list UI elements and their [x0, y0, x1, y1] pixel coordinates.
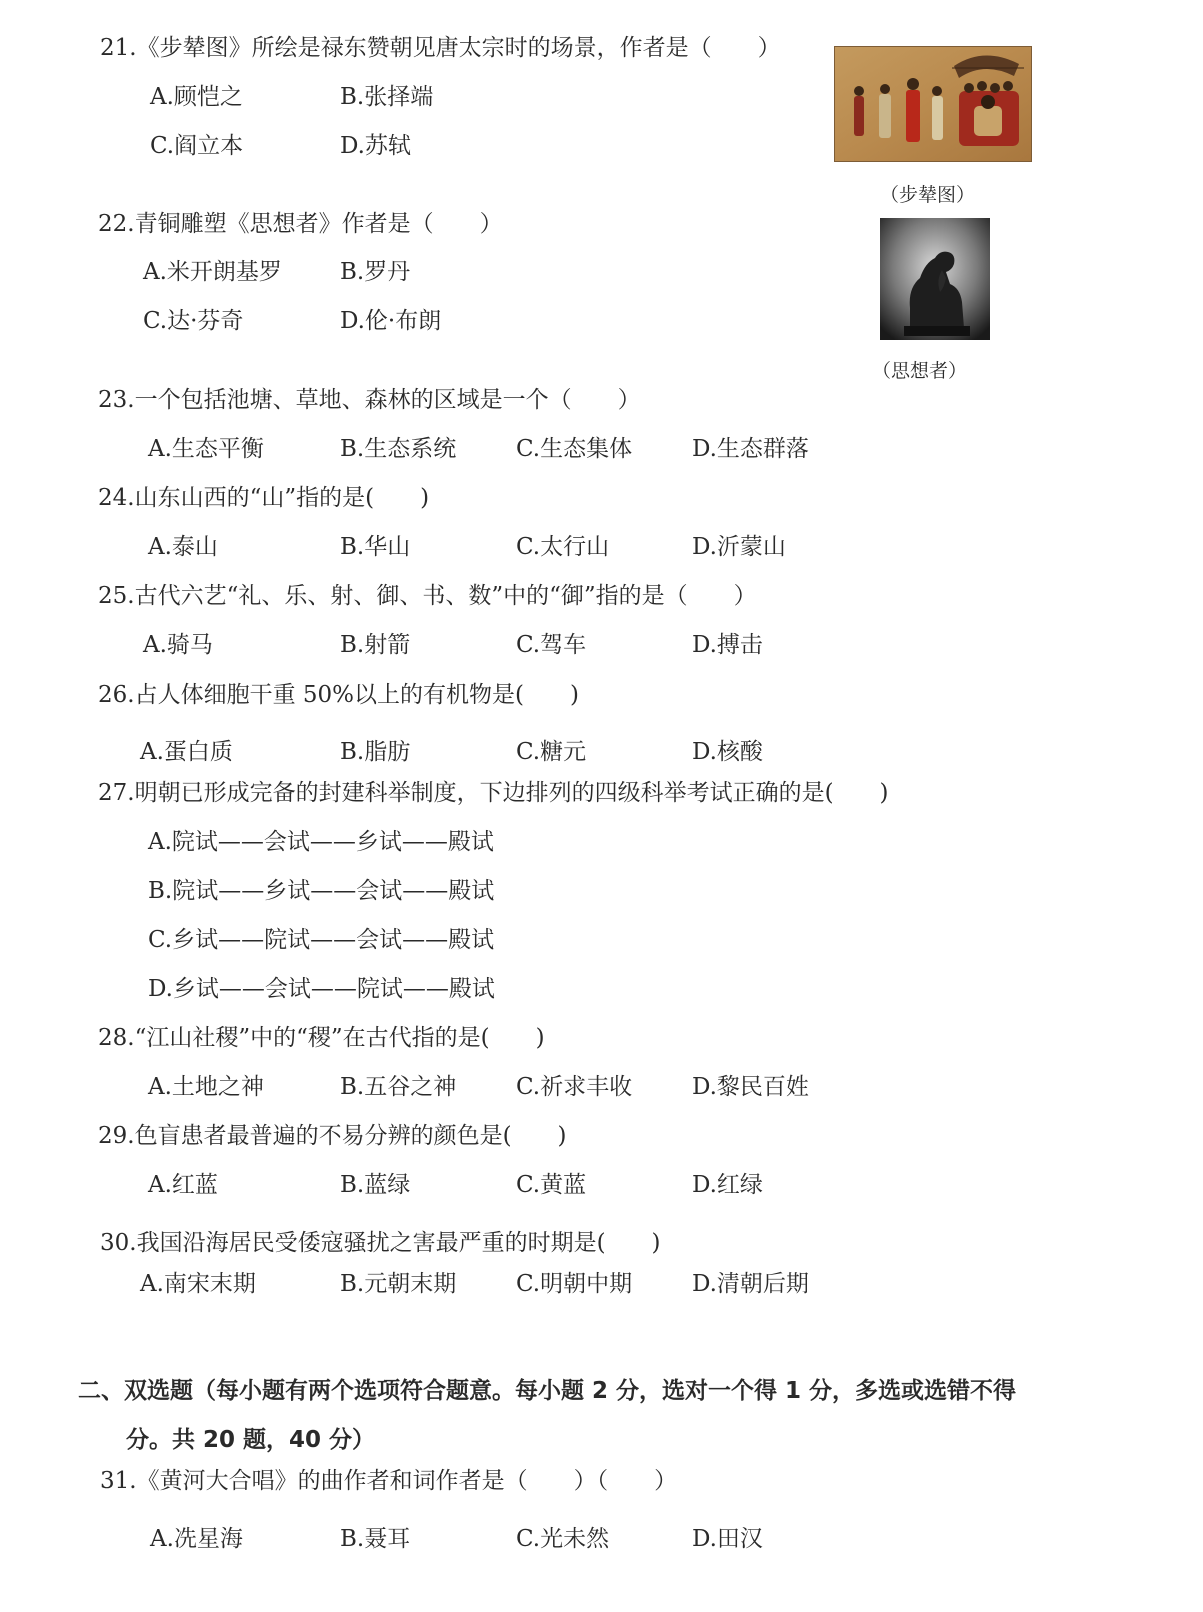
question-27-option-b: B.院试——乡试——会试——殿试: [148, 878, 495, 904]
question-31-stem: 31.《黄河大合唱》的曲作者和词作者是（ ）（ ）: [100, 1468, 678, 1494]
question-21-stem: 21.《步辇图》所绘是禄东赞朝见唐太宗时的场景，作者是（ ）: [100, 35, 781, 61]
question-23-option-a: A.生态平衡: [148, 436, 264, 462]
question-26-option-a: A.蛋白质: [140, 739, 233, 765]
question-28-option-b: B.五谷之神: [340, 1074, 457, 1100]
question-29-option-c: C.黄蓝: [516, 1172, 587, 1198]
question-29-stem: 29.色盲患者最普遍的不易分辨的颜色是( ): [98, 1123, 567, 1149]
question-24-stem: 24.山东山西的“山”指的是( ): [98, 485, 430, 511]
question-28-option-a: A.土地之神: [148, 1074, 264, 1100]
question-21-option-d: D.苏轼: [340, 133, 411, 159]
question-22-option-a: A.米开朗基罗: [143, 259, 282, 285]
question-29-option-a: A.红蓝: [148, 1172, 218, 1198]
question-28-option-d: D.黎民百姓: [692, 1074, 809, 1100]
question-27-option-d: D.乡试——会试——院试——殿试: [148, 976, 495, 1002]
question-23-option-b: B.生态系统: [340, 436, 457, 462]
question-22-stem: 22.青铜雕塑《思想者》作者是（ ）: [98, 211, 503, 237]
sculpture-image: [880, 218, 990, 340]
question-26-option-d: D.核酸: [692, 739, 763, 765]
question-28-option-c: C.祈求丰收: [516, 1074, 633, 1100]
question-25-option-b: B.射箭: [340, 632, 411, 658]
question-26-stem: 26.占人体细胞干重 50%以上的有机物是( ): [98, 682, 579, 708]
question-25-stem: 25.古代六艺“礼、乐、射、御、书、数”中的“御”指的是（ ）: [98, 583, 757, 609]
question-24-option-c: C.太行山: [516, 534, 610, 560]
question-27-stem: 27.明朝已形成完备的封建科举制度，下边排列的四级科举考试正确的是( ): [98, 780, 889, 806]
sculpture-caption: （思想者）: [872, 360, 968, 382]
question-22-option-d: D.伦·布朗: [340, 308, 442, 334]
question-24-option-b: B.华山: [340, 534, 411, 560]
question-23-option-c: C.生态集体: [516, 436, 633, 462]
question-25-option-d: D.搏击: [692, 632, 763, 658]
question-25-option-a: A.骑马: [143, 632, 213, 658]
question-30-option-a: A.南宋末期: [140, 1271, 256, 1297]
question-25-option-c: C.驾车: [516, 632, 587, 658]
question-30-option-b: B.元朝末期: [340, 1271, 457, 1297]
question-27-option-a: A.院试——会试——乡试——殿试: [148, 829, 494, 855]
question-22-option-c: C.达·芬奇: [143, 308, 244, 334]
question-30-stem: 30.我国沿海居民受倭寇骚扰之害最严重的时期是( ): [100, 1230, 661, 1256]
question-24-option-a: A.泰山: [148, 534, 218, 560]
section-2-heading-line1: 二、双选题（每小题有两个选项符合题意。每小题 2 分，选对一个得 1 分，多选或选错不得: [78, 1378, 1017, 1404]
question-30-option-c: C.明朝中期: [516, 1271, 633, 1297]
question-24-option-d: D.沂蒙山: [692, 534, 786, 560]
question-31-option-d: D.田汉: [692, 1526, 763, 1552]
painting-caption: （步辇图）: [880, 184, 976, 206]
question-28-stem: 28.“江山社稷”中的“稷”在古代指的是( ): [98, 1025, 545, 1051]
question-29-option-b: B.蓝绿: [340, 1172, 411, 1198]
question-26-option-b: B.脂肪: [340, 739, 411, 765]
question-21-option-a: A.顾恺之: [150, 84, 243, 110]
question-23-option-d: D.生态群落: [692, 436, 809, 462]
question-26-option-c: C.糖元: [516, 739, 587, 765]
question-31-option-b: B.聂耳: [340, 1526, 411, 1552]
question-30-option-d: D.清朝后期: [692, 1271, 809, 1297]
question-29-option-d: D.红绿: [692, 1172, 763, 1198]
question-22-option-b: B.罗丹: [340, 259, 411, 285]
question-21-option-c: C.阎立本: [150, 133, 244, 159]
question-27-option-c: C.乡试——院试——会试——殿试: [148, 927, 495, 953]
question-31-option-c: C.光未然: [516, 1526, 610, 1552]
question-21-option-b: B.张择端: [340, 84, 434, 110]
question-31-option-a: A.冼星海: [150, 1526, 243, 1552]
question-23-stem: 23.一个包括池塘、草地、森林的区域是一个（ ）: [98, 387, 641, 413]
section-2-heading-line2: 分。共 20 题，40 分）: [126, 1427, 376, 1453]
painting-image: [834, 46, 1032, 162]
